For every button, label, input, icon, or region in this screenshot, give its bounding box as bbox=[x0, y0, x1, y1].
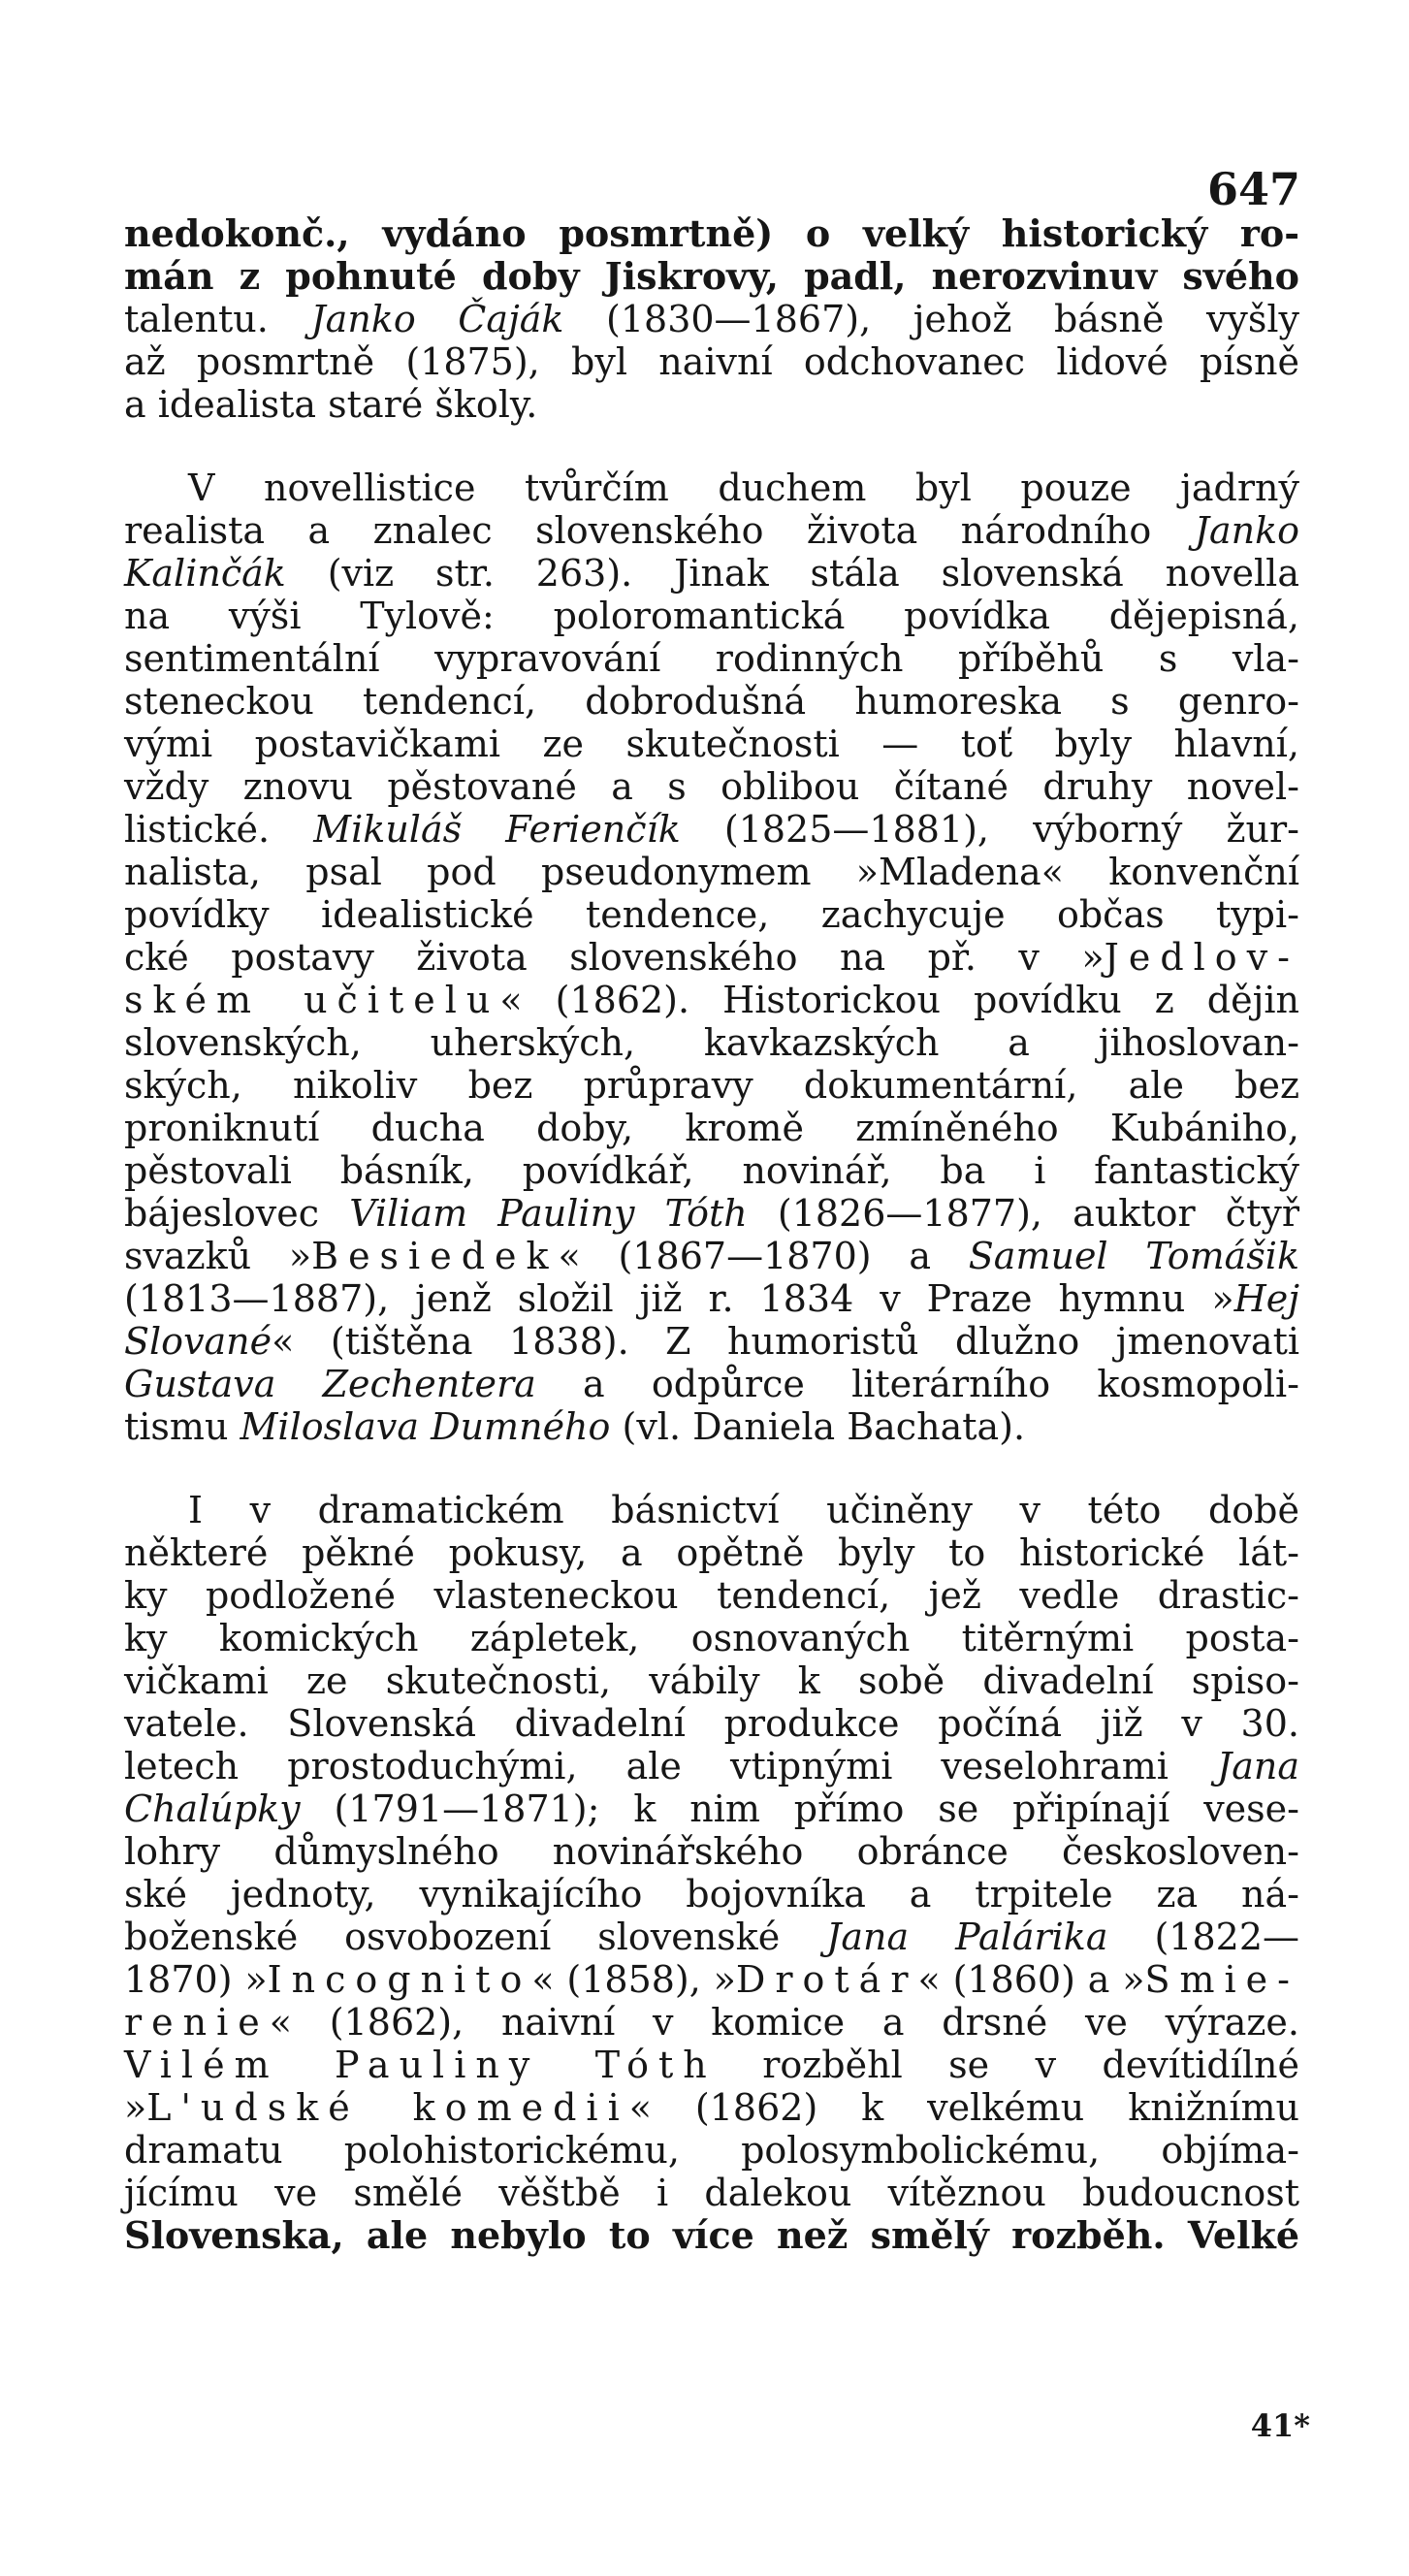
text-segment: mán z pohnuté doby Jiskrovy, padl, nerozvinuv svého bbox=[124, 254, 1299, 298]
printer-signature: 41* bbox=[1250, 2407, 1310, 2444]
text-line bbox=[124, 1489, 1299, 1534]
text-segment: dramatu polohistorickému, polosymbolickému, objíma- bbox=[124, 2129, 1299, 2172]
text-segment: (1813—1887), jenž složil již r. 1834 v Praze hymnu » bbox=[124, 1277, 1234, 1320]
text-segment: steneckou tendencí, dobrodušná humoreska s genro- bbox=[124, 680, 1299, 723]
text-line bbox=[124, 936, 1299, 982]
text-line bbox=[124, 298, 1299, 343]
spaced-title: Smie- bbox=[1144, 1958, 1299, 2001]
text-line bbox=[124, 1617, 1299, 1662]
text-line bbox=[124, 1021, 1299, 1067]
text-segment: « (1862). Historickou povídku z dějin bbox=[499, 979, 1299, 1021]
paragraph-gap bbox=[124, 429, 1299, 469]
text-line bbox=[124, 1574, 1299, 1620]
text-line bbox=[124, 2086, 1299, 2132]
italic-name: Miloslava Dumného bbox=[240, 1405, 611, 1448]
text-line bbox=[124, 1149, 1299, 1195]
italic-name: Mikuláš Ferienčík bbox=[313, 808, 681, 851]
text-segment: letech prostoduchými, ale vtipnými veselohrami bbox=[124, 1745, 1217, 1787]
text-line bbox=[124, 1064, 1299, 1110]
text-segment: až posmrtně (1875), byl naivní odchovanec lidové písně bbox=[124, 340, 1299, 383]
text-line bbox=[124, 552, 1299, 597]
text-line bbox=[124, 340, 1299, 386]
text-segment: proniknutí ducha doby, kromě zmíněného Kubániho, bbox=[124, 1107, 1299, 1149]
text-segment: nalista, psal pod pseudonymem »Mladena« konvenční bbox=[124, 851, 1299, 893]
text-line bbox=[124, 597, 1299, 640]
text-segment: ky podložené vlasteneckou tendencí, jež vedle drastic- bbox=[124, 1574, 1299, 1617]
spaced-title: renie bbox=[124, 2001, 270, 2044]
text-line bbox=[124, 254, 1299, 301]
spaced-title: Jedlov- bbox=[1104, 936, 1299, 979]
text-segment: (1830—1867), jehož básně vyšly bbox=[563, 298, 1299, 340]
text-segment: slovenských, uherských, kavkazských a jihoslovan- bbox=[124, 1021, 1299, 1064]
italic-name: Kalinčák bbox=[124, 552, 286, 595]
text-segment: vými postavičkami ze skutečnosti — toť byly hlavní, bbox=[124, 723, 1299, 765]
text-line bbox=[124, 765, 1299, 811]
text-segment: realista a znalec slovenského života národního bbox=[124, 509, 1195, 552]
italic-name: Janko bbox=[1194, 509, 1299, 552]
text-segment: « (1862), naivní v komice a drsné ve výraze. bbox=[269, 2001, 1299, 2044]
text-line bbox=[124, 2174, 1299, 2217]
spaced-title: Incognito bbox=[267, 1958, 532, 2001]
text-line bbox=[124, 1958, 1299, 2004]
text-line bbox=[124, 1659, 1299, 1705]
text-line bbox=[124, 893, 1299, 939]
text-line bbox=[124, 1830, 1299, 1876]
text-segment: I v dramatickém básnictví učiněny v této době bbox=[188, 1489, 1299, 1531]
text-segment: a odpůrce literárního kosmopoli- bbox=[535, 1363, 1299, 1405]
text-segment: některé pěkné pokusy, a opětně byly to historické lát- bbox=[124, 1531, 1299, 1574]
text-line bbox=[124, 509, 1299, 555]
spaced-title: Drotár bbox=[735, 1958, 918, 2001]
text-segment: « (1858), » bbox=[531, 1958, 736, 2001]
italic-name: Janko Čaják bbox=[310, 298, 564, 340]
text-line bbox=[124, 637, 1299, 683]
text-line bbox=[124, 680, 1299, 725]
text-segment: povídky idealistické tendence, zachycuje občas typi- bbox=[124, 893, 1299, 936]
text-line bbox=[124, 383, 1299, 429]
text-line bbox=[124, 725, 1299, 768]
text-segment: rozběhl se v devítidílné bbox=[716, 2044, 1299, 2086]
text-segment: « (1862) k velkému knižnímu bbox=[628, 2086, 1299, 2129]
text-segment: vatele. Slovenská divadelní produkce počíná již v 30. bbox=[124, 1702, 1299, 1745]
text-segment: svazků » bbox=[124, 1235, 312, 1277]
spaced-title: Vilém Pauliny Tóth bbox=[124, 2044, 717, 2086]
page-number: 647 bbox=[1206, 163, 1300, 215]
text-segment: a idealista staré školy. bbox=[124, 383, 538, 426]
text-segment: V novellistice tvůrčím duchem byl pouze jadrný bbox=[188, 467, 1299, 509]
paragraph-gap bbox=[124, 1451, 1299, 1492]
text-line bbox=[124, 2001, 1299, 2046]
spaced-title: L'udské komedii bbox=[146, 2086, 629, 2129]
text-line bbox=[124, 2046, 1299, 2089]
text-segment: bájeslovec bbox=[124, 1192, 350, 1235]
text-segment: (viz str. 263). Jinak stála slovenská novella bbox=[285, 552, 1299, 595]
text-segment: na výši Tylově: poloromantická povídka dějepisná, bbox=[124, 595, 1299, 637]
text-line bbox=[124, 2129, 1299, 2174]
text-line bbox=[124, 1405, 1299, 1451]
text-line bbox=[124, 1787, 1299, 1833]
text-segment: « (1860) a » bbox=[917, 1958, 1145, 2001]
text-segment: » bbox=[124, 2086, 147, 2129]
text-segment: (1825—1881), výborný žur- bbox=[680, 808, 1299, 851]
text-segment: cké postavy života slovenského na př. v » bbox=[124, 936, 1105, 979]
text-segment: sentimentální vypravování rodinných příběhů s vla- bbox=[124, 637, 1299, 680]
text-segment: (1822— bbox=[1107, 1916, 1300, 1958]
text-segment: jícímu ve smělé věštbě i dalekou vítěznou budoucnost bbox=[124, 2172, 1299, 2214]
text-segment: Slovenska, ale nebylo to více než smělý rozběh. Velké bbox=[124, 2213, 1299, 2257]
text-line bbox=[124, 853, 1299, 896]
text-segment: ských, nikoliv bez průpravy dokumentární, ale bez bbox=[124, 1064, 1299, 1107]
text-line bbox=[124, 808, 1299, 853]
text-line bbox=[124, 1320, 1299, 1366]
text-segment: tismu bbox=[124, 1405, 240, 1448]
text-segment: 1870) » bbox=[124, 1958, 268, 2001]
text-segment: lohry důmyslného novinářského obránce českosloven- bbox=[124, 1830, 1299, 1873]
italic-name: Jana bbox=[1216, 1745, 1299, 1787]
italic-name: Viliam Pauliny Tóth bbox=[349, 1192, 748, 1235]
text-segment: nedokonč., vydáno posmrtně) o velký historický ro- bbox=[124, 211, 1299, 255]
text-segment: listické. bbox=[124, 808, 314, 851]
text-segment: talentu. bbox=[124, 298, 311, 340]
body-text bbox=[124, 211, 1300, 2260]
italic-name: Hej bbox=[1233, 1277, 1299, 1320]
text-line bbox=[124, 1745, 1299, 1790]
italic-name: Jana Palárika bbox=[826, 1916, 1108, 1958]
italic-name: Chalúpky bbox=[124, 1787, 301, 1830]
text-line bbox=[124, 1363, 1299, 1408]
spaced-title: Besiedek bbox=[311, 1235, 559, 1277]
text-segment: pěstovali básník, povídkář, novinář, ba i fantastický bbox=[124, 1149, 1299, 1192]
text-line bbox=[124, 211, 1299, 258]
spaced-title: ském učitelu bbox=[124, 979, 500, 1021]
text-line bbox=[124, 1531, 1299, 1577]
text-segment: (vl. Daniela Bachata). bbox=[610, 1405, 1026, 1448]
text-line bbox=[124, 1192, 1299, 1238]
text-line bbox=[124, 1107, 1299, 1152]
text-segment: « (1867—1870) a bbox=[558, 1235, 969, 1277]
text-line bbox=[124, 2213, 1299, 2260]
italic-name: Slované bbox=[124, 1320, 272, 1363]
italic-name: Samuel Tomášik bbox=[968, 1235, 1299, 1277]
text-line bbox=[124, 1277, 1299, 1323]
text-segment: ky komických zápletek, osnovaných titěrnými posta- bbox=[124, 1617, 1299, 1659]
text-segment: (1826—1877), auktor čtyř bbox=[747, 1192, 1299, 1235]
text-segment: « (tištěna 1838). Z humoristů dlužno jmenovati bbox=[272, 1320, 1299, 1363]
text-line bbox=[124, 1702, 1299, 1748]
text-segment: vičkami ze skutečnosti, vábily k sobě divadelní spiso- bbox=[124, 1659, 1299, 1702]
text-line bbox=[124, 469, 1299, 512]
text-line bbox=[124, 1235, 1299, 1280]
text-line bbox=[124, 1918, 1299, 1961]
text-segment: ské jednoty, vynikajícího bojovníka a trpitele za ná- bbox=[124, 1873, 1299, 1916]
text-segment: (1791—1871); k nim přímo se připínají vese- bbox=[300, 1787, 1299, 1830]
text-segment: boženské osvobození slovenské bbox=[124, 1916, 827, 1958]
italic-name: Gustava Zechentera bbox=[124, 1363, 536, 1405]
text-segment: vždy znovu pěstované a s oblibou čítané druhy novel- bbox=[124, 765, 1299, 808]
text-line bbox=[124, 979, 1299, 1024]
text-line bbox=[124, 1873, 1299, 1918]
